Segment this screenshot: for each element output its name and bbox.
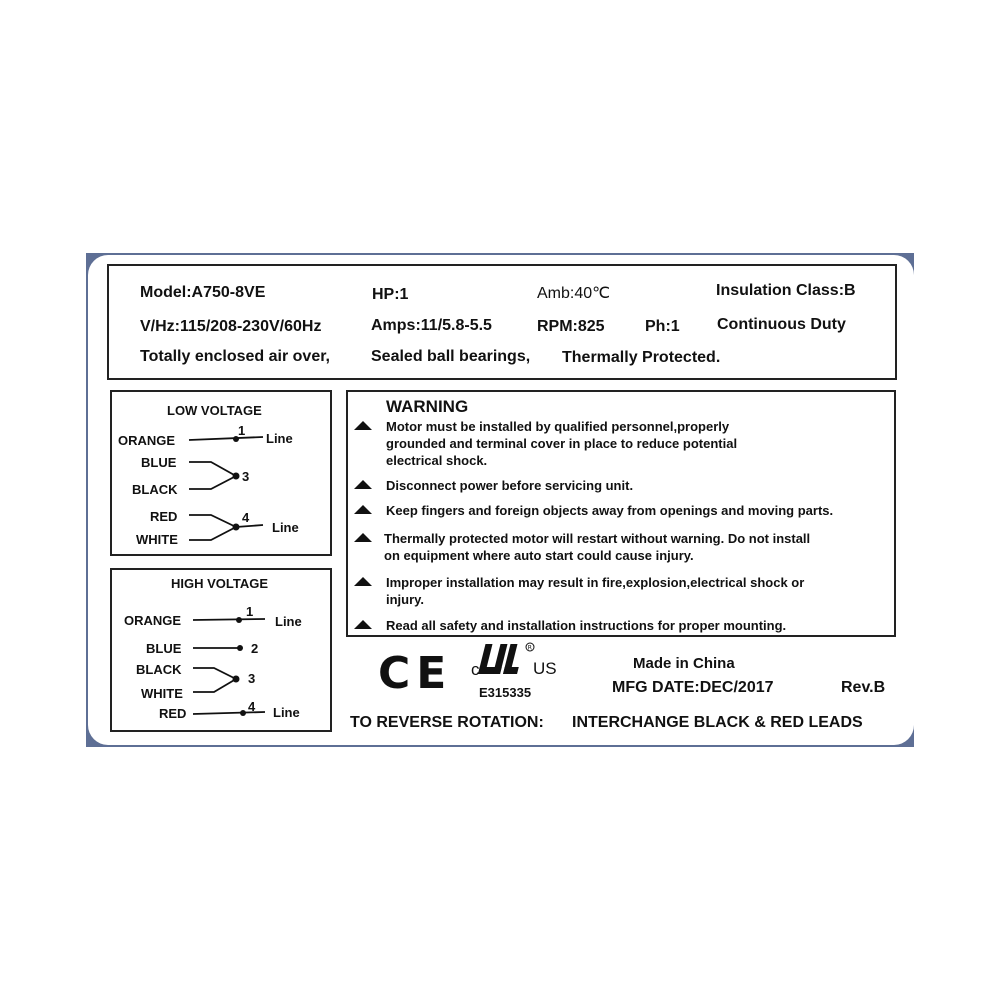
ul-us-label: US [533, 659, 557, 678]
hv-terminal-2: 2 [251, 641, 259, 656]
hv-terminal-3: 3 [248, 671, 256, 686]
lv-line-label-1: Line [266, 431, 293, 446]
lv-terminal-3: 3 [242, 469, 250, 484]
lv-wire-orange: ORANGE [118, 433, 176, 448]
mfg-date: MFG DATE:DEC/2017 [612, 679, 774, 696]
insulation-class: Insulation Class:B [716, 282, 856, 299]
lv-terminal-4: 4 [242, 510, 250, 525]
duty-rating: Continuous Duty [717, 316, 846, 333]
hv-wire-red: RED [159, 706, 187, 721]
warning-triangle-icon [354, 620, 372, 629]
phase: Ph:1 [645, 318, 680, 335]
reverse-rotation-instruction: INTERCHANGE BLACK & RED LEADS [572, 714, 863, 731]
warning-title: WARNING [386, 397, 469, 416]
hv-wire-blue: BLUE [146, 641, 182, 656]
ce-mark: CE [378, 648, 453, 699]
revision: Rev.B [841, 679, 886, 696]
warning-triangle-icon [354, 577, 372, 586]
hv-wire-black: BLACK [136, 662, 182, 677]
made-in: Made in China [633, 655, 735, 672]
warning-triangle-icon [354, 533, 372, 542]
svg-text:R: R [527, 644, 532, 652]
lv-line-label-4: Line [272, 520, 299, 535]
warning-triangle-icon [354, 480, 372, 489]
hv-terminal-4: 4 [248, 699, 256, 714]
lv-terminal-1: 1 [238, 423, 246, 438]
hv-wire-white: WHITE [141, 686, 183, 701]
low-voltage-title: LOW VOLTAGE [167, 403, 262, 418]
warning-triangle-icon [354, 505, 372, 514]
hv-line-label-4: Line [273, 705, 300, 720]
lv-wire-white: WHITE [136, 532, 178, 547]
warning-triangle-icon [354, 421, 372, 430]
lv-wire-black: BLACK [132, 482, 178, 497]
amperage: Amps:11/5.8-5.5 [371, 317, 492, 334]
ul-file-number: E315335 [479, 685, 532, 700]
rpm: RPM:825 [537, 318, 605, 335]
hv-terminal-1: 1 [246, 604, 254, 619]
lv-wire-blue: BLUE [141, 455, 177, 470]
bearing-type: Sealed ball bearings, [371, 348, 531, 365]
thermal-protection: Thermally Protected. [562, 349, 721, 366]
reverse-rotation-label: TO REVERSE ROTATION: [350, 714, 544, 731]
hv-line-label-1: Line [275, 614, 302, 629]
ul-recognized-mark [470, 642, 560, 686]
ul-c-label: c [471, 660, 480, 679]
model-number: Model:A750-8VE [140, 284, 266, 301]
hv-wire-orange: ORANGE [124, 613, 182, 628]
lv-wire-red: RED [150, 509, 178, 524]
enclosure-type: Totally enclosed air over, [140, 348, 330, 365]
high-voltage-title: HIGH VOLTAGE [171, 576, 269, 591]
ambient-temp: Amb:40℃ [537, 285, 611, 302]
horsepower: HP:1 [372, 286, 409, 303]
voltage-frequency: V/Hz:115/208-230V/60Hz [140, 318, 322, 335]
